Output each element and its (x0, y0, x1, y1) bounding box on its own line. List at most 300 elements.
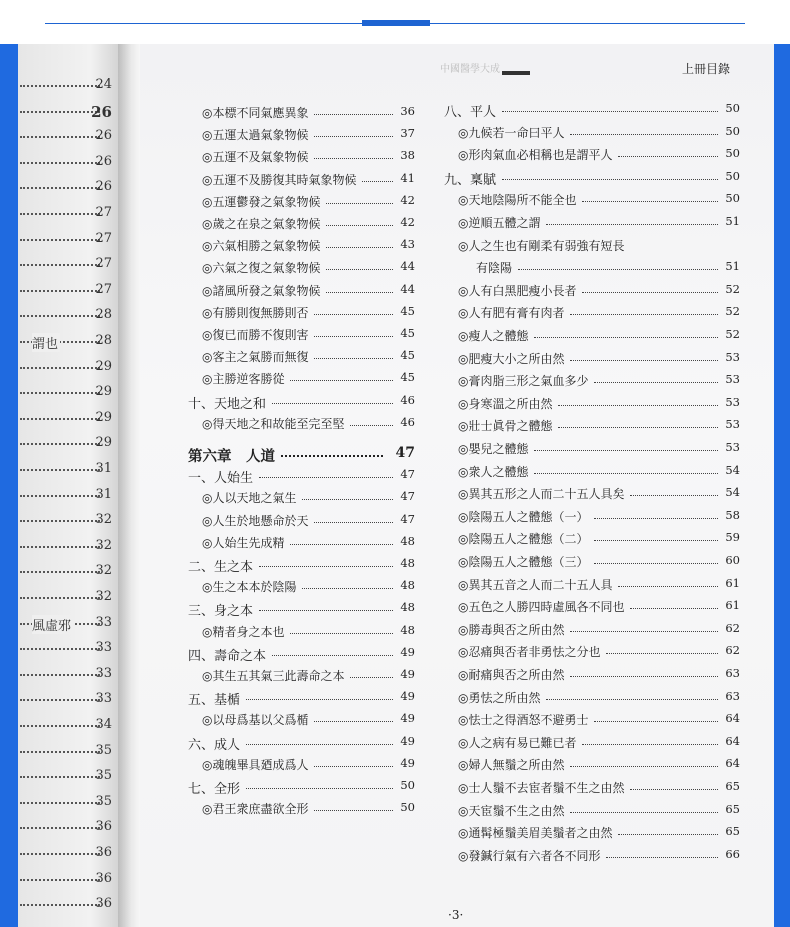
toc-entry[interactable] (458, 643, 740, 663)
left-page-row (18, 179, 122, 201)
toc-entry[interactable] (458, 440, 740, 460)
left-page-label: 謂也 (32, 333, 60, 352)
toc-entry[interactable] (458, 576, 740, 596)
toc-page-number: 47 (400, 467, 415, 482)
leader-dots (618, 156, 718, 157)
toc-page-number: 47 (400, 489, 415, 504)
left-page-number: 24 (95, 77, 112, 92)
leader-dots (259, 610, 393, 611)
toc-page-number: 54 (725, 462, 740, 477)
leader-dots (314, 314, 393, 315)
leader-dots (20, 392, 100, 394)
toc-section[interactable] (188, 556, 415, 576)
leader-dots (594, 540, 718, 541)
toc-label: ◎異其五形之人而二十五人具矣 (458, 487, 625, 502)
toc-page-number: 53 (725, 394, 740, 409)
leader-dots (570, 676, 718, 677)
toc-section[interactable] (444, 169, 740, 189)
leader-dots (20, 136, 100, 138)
toc-entry[interactable] (458, 847, 740, 867)
toc-label: ◎形肉氣血必相稱也是謂平人 (458, 148, 613, 163)
toc-page-number: 64 (725, 733, 740, 748)
left-page-row (18, 103, 122, 125)
leader-dots (570, 314, 718, 315)
leader-dots (606, 857, 718, 858)
left-page-number: 27 (95, 256, 112, 272)
toc-label: ◎勇怯之所由然 (458, 690, 541, 705)
leader-dots (314, 522, 393, 523)
left-page-row (18, 461, 122, 483)
toc-entry[interactable] (458, 485, 740, 505)
toc-entry[interactable] (458, 689, 740, 709)
toc-page-number: 65 (725, 779, 740, 793)
toc-entry[interactable] (458, 124, 740, 144)
toc-entry[interactable] (202, 800, 415, 820)
toc-entry[interactable] (202, 171, 415, 191)
leader-dots (326, 247, 393, 248)
leader-dots (362, 181, 393, 182)
left-page-row (18, 282, 122, 304)
leader-dots (570, 631, 718, 632)
toc-entry[interactable] (202, 534, 415, 554)
leader-dots (290, 380, 393, 381)
toc-section[interactable] (188, 645, 415, 665)
left-page-row (18, 615, 122, 637)
leader-dots (546, 224, 718, 225)
leader-dots (582, 744, 718, 745)
leader-dots (246, 699, 393, 700)
toc-page-number: 50 (725, 101, 740, 115)
toc-page-number: 63 (725, 666, 740, 680)
chapter-heading[interactable] (188, 445, 415, 465)
toc-section[interactable] (188, 778, 415, 798)
toc-entry[interactable] (202, 348, 415, 368)
leader-dots (20, 264, 100, 266)
toc-section[interactable] (188, 393, 415, 413)
toc-page-number: 61 (725, 575, 740, 590)
toc-entry[interactable] (202, 104, 415, 124)
left-page-row (18, 487, 122, 509)
left-page-number: 26 (95, 128, 112, 144)
left-page-row (18, 819, 122, 841)
toc-page-number: 42 (400, 215, 415, 229)
toc-label: ◎復已而勝不復則害 (202, 328, 309, 342)
toc-page-number: 50 (400, 778, 415, 792)
leader-dots (20, 597, 100, 599)
toc-entry[interactable] (202, 237, 415, 257)
leader-dots (20, 495, 100, 497)
left-page-number: 29 (95, 435, 112, 451)
toc-label: ◎六氣之復之氣象物候 (202, 261, 321, 276)
toc-page-number: 48 (400, 600, 415, 615)
leader-dots (534, 450, 718, 451)
leader-dots (546, 699, 718, 700)
toc-entry[interactable] (202, 148, 415, 168)
toc-entry[interactable] (458, 304, 740, 324)
left-page-number: 32 (95, 537, 112, 553)
toc-entry[interactable] (458, 417, 740, 437)
left-page-number: 31 (95, 461, 112, 476)
toc-page-number: 36 (400, 104, 415, 118)
toc-entry[interactable] (458, 756, 740, 776)
toc-entry[interactable] (202, 215, 415, 235)
leader-dots (20, 418, 100, 420)
left-page-number: 33 (95, 640, 112, 656)
toc-entry[interactable] (202, 578, 415, 598)
leader-dots (20, 674, 100, 676)
toc-label: ◎怯士之得酒怒不避勇士 (458, 713, 589, 728)
toc-label: 三、身之本 (188, 604, 254, 620)
toc-label: ◎膏肉脂三形之氣血多少 (458, 374, 589, 389)
leader-dots (20, 699, 100, 701)
toc-page-number: 64 (725, 711, 740, 726)
toc-label: ◎人以天地之氣生 (202, 491, 297, 506)
toc-page-number: 38 (400, 148, 415, 163)
leader-dots (259, 477, 393, 478)
left-page-row (18, 845, 122, 867)
leader-dots (502, 111, 718, 112)
toc-section[interactable] (444, 101, 740, 121)
toc-entry[interactable] (202, 512, 415, 532)
left-page-number: 31 (95, 486, 112, 502)
toc-page-number: 42 (400, 192, 415, 207)
toc-label: 八、平人 (444, 105, 497, 120)
toc-label: ◎忍痛與否者非勇怯之分也 (458, 645, 601, 660)
leader-dots (314, 136, 393, 137)
toc-page-number: 47 (395, 445, 415, 461)
toc-entry[interactable] (458, 327, 740, 347)
header-bar (502, 71, 530, 75)
toc-entry[interactable] (458, 146, 740, 166)
leader-dots (272, 655, 393, 656)
left-page-number: 26 (95, 153, 112, 169)
leader-dots (20, 85, 100, 87)
leader-dots (272, 403, 393, 404)
leader-dots (20, 853, 100, 855)
toc-entry[interactable] (202, 623, 415, 643)
left-page-row (18, 231, 122, 253)
toc-entry[interactable] (458, 214, 740, 234)
left-page-row (18, 307, 122, 329)
leader-dots (246, 788, 393, 789)
toc-label: ◎人始生先成精 (202, 535, 285, 550)
leader-dots (534, 337, 718, 338)
left-page-row (18, 333, 122, 355)
toc-entry[interactable] (458, 463, 740, 483)
leader-dots (594, 518, 718, 519)
toc-label: ◎瘦人之體態 (458, 329, 529, 343)
leader-dots (20, 213, 100, 215)
leader-dots (314, 358, 393, 359)
toc-label: ◎陰陽五人之體態（二） (458, 532, 589, 547)
toc-entry[interactable] (458, 553, 740, 573)
book-gutter (118, 44, 142, 927)
toc-section[interactable] (188, 734, 415, 754)
left-page-row (18, 359, 122, 381)
leader-dots (326, 269, 393, 270)
left-page-number: 29 (95, 409, 112, 425)
toc-label: ◎諸風所發之氣象物候 (202, 283, 321, 298)
toc-page-number: 50 (725, 191, 740, 206)
toc-entry[interactable] (458, 372, 740, 392)
toc-page-number: 44 (400, 281, 415, 296)
leader-dots (314, 336, 393, 337)
toc-page-number: 45 (400, 348, 415, 363)
left-page-number: 35 (95, 742, 112, 758)
toc-entry[interactable] (458, 621, 740, 641)
toc-label: ◎六氣相勝之氣象物候 (202, 239, 321, 254)
toc-label: 四、壽命之本 (188, 648, 267, 664)
leader-dots (314, 114, 393, 115)
leader-dots (314, 158, 393, 159)
leader-dots (350, 677, 393, 678)
leader-dots (314, 766, 393, 767)
toc-label: ◎肥瘦大小之所由然 (458, 351, 565, 366)
toc-page-number: 52 (725, 327, 740, 341)
leader-dots (558, 405, 718, 406)
toc-page-number: 47 (400, 511, 415, 526)
running-header-faint: 中國醫學大成 (440, 64, 500, 75)
leader-dots (20, 827, 100, 829)
left-page-number: 28 (95, 307, 112, 323)
toc-entry[interactable] (458, 395, 740, 415)
left-page-number: 28 (95, 333, 112, 348)
left-page-row (18, 743, 122, 765)
toc-entry[interactable] (202, 489, 415, 509)
toc-label: ◎耐痛與否之所由然 (458, 668, 565, 682)
toc-page-number: 48 (400, 622, 415, 637)
toc-label: ◎生之本本於陰陽 (202, 580, 297, 595)
toc-page-number: 50 (725, 146, 740, 161)
left-page-row (18, 691, 122, 713)
toc-entry[interactable] (202, 282, 415, 302)
toc-label: ◎身寒溫之所由然 (458, 396, 553, 411)
toc-entry[interactable] (202, 326, 415, 346)
toc-page-number: 45 (400, 303, 415, 318)
leader-dots (20, 367, 100, 369)
toc-page-number: 53 (725, 417, 740, 432)
toc-entry[interactable] (202, 756, 415, 776)
toc-entry[interactable] (458, 237, 740, 257)
toc-label: ◎五運太過氣象物候 (202, 128, 309, 143)
toc-page-number: 53 (725, 440, 740, 454)
toc-section[interactable] (188, 689, 415, 709)
toc-entry[interactable] (202, 415, 415, 435)
leader-dots (290, 544, 393, 545)
leader-dots (570, 134, 718, 135)
toc-entry[interactable] (458, 282, 740, 302)
toc-label: ◎客主之氣勝而無復 (202, 350, 309, 365)
toc-entry[interactable] (458, 711, 740, 731)
toc-label: ◎衆人之體態 (458, 464, 529, 479)
left-page-row (18, 435, 122, 457)
left-page-row (18, 128, 122, 150)
toc-entry[interactable] (202, 667, 415, 687)
toc-page-number: 63 (725, 688, 740, 703)
toc-label: ◎五運鬱發之氣象物候 (202, 194, 321, 209)
toc-page-number: 62 (725, 643, 740, 658)
left-page-number: 29 (95, 358, 112, 374)
toc-label: ◎五色之人勝四時虛風各不同也 (458, 600, 625, 615)
leader-dots (20, 776, 100, 778)
toc-page-number: 49 (400, 644, 415, 659)
toc-label: ◎天地陰陽所不能全也 (458, 193, 577, 208)
toc-entry[interactable] (202, 370, 415, 390)
left-page-number: 27 (95, 205, 112, 220)
toc-label: ◎九候若一命曰平人 (458, 125, 565, 140)
running-header-title: 上冊目錄 (681, 62, 730, 76)
leader-dots (20, 648, 100, 650)
left-page-number: 35 (95, 793, 112, 809)
left-page-number: 27 (95, 230, 112, 246)
toc-entry[interactable] (458, 508, 740, 528)
toc-label: ◎陰陽五人之體態（三） (458, 555, 589, 569)
leader-dots (502, 179, 718, 180)
leader-dots (594, 721, 718, 722)
leader-dots (20, 187, 100, 189)
toc-entry[interactable] (458, 802, 740, 822)
toc-entry[interactable] (202, 259, 415, 279)
toc-entry[interactable] (202, 126, 415, 146)
toc-page-number: 44 (400, 259, 415, 274)
toc-entry[interactable] (202, 193, 415, 213)
leader-dots (630, 495, 718, 496)
toc-page-number: 65 (725, 801, 740, 816)
toc-entry[interactable] (458, 779, 740, 799)
leader-dots (558, 427, 718, 428)
toc-page-number: 48 (400, 578, 415, 593)
toc-page-number: 45 (400, 370, 415, 385)
leader-dots (326, 292, 393, 293)
toc-page-number: 48 (400, 533, 415, 548)
toc-label: ◎以母爲基以父爲楯 (202, 713, 309, 728)
toc-label: 一、人始生 (188, 471, 254, 487)
toc-label: ◎人有白黑肥瘦小長者 (458, 283, 577, 298)
toc-entry[interactable] (202, 304, 415, 324)
toc-label: ◎婦人無鬚之所由然 (458, 758, 565, 773)
top-frame (0, 0, 790, 44)
toc-label: ◎人之生也有剛柔有弱強有短長 (458, 238, 625, 253)
left-page-row (18, 640, 122, 662)
toc-entry[interactable] (458, 191, 740, 211)
toc-label: 十、天地之和 (188, 396, 267, 412)
toc-page-number: 49 (400, 755, 415, 770)
left-page-row (18, 717, 122, 739)
toc-page-number: 49 (400, 689, 415, 704)
leader-dots (326, 225, 393, 226)
toc-entry[interactable] (458, 824, 740, 844)
leader-dots (518, 269, 718, 270)
toc-entry[interactable] (458, 666, 740, 686)
toc-page-number: 43 (400, 237, 415, 252)
toc-page-number: 54 (725, 485, 740, 500)
toc-label: ◎人之病有易已難已者 (458, 735, 577, 750)
toc-page-number: 61 (725, 598, 740, 613)
toc-page-number: 60 (725, 553, 740, 567)
leader-dots (570, 360, 718, 361)
toc-label: 二、生之本 (188, 560, 254, 575)
toc-label: ◎歲之在泉之氣象物候 (202, 217, 321, 231)
leader-dots (20, 904, 100, 906)
toc-entry[interactable] (458, 598, 740, 618)
toc-section[interactable] (188, 467, 415, 487)
leader-dots (20, 546, 100, 548)
toc-page-number: 51 (725, 214, 740, 228)
toc-entry[interactable] (476, 259, 740, 279)
left-page-number: 29 (95, 384, 112, 400)
left-page-number: 33 (95, 614, 112, 630)
toc-label: ◎勝毒與否之所由然 (458, 622, 565, 637)
toc-label: ◎其生五其氣三此壽命之本 (202, 669, 345, 683)
leader-dots (20, 290, 100, 292)
toc-label: ◎天宦鬚不生之由然 (458, 803, 565, 818)
toc-label: ◎魂魄畢具廼成爲人 (202, 757, 309, 772)
leader-dots (20, 571, 100, 573)
leader-dots (314, 721, 393, 722)
toc-entry[interactable] (458, 734, 740, 754)
leader-dots (582, 201, 718, 202)
left-page-label: 風虛邪 (32, 615, 73, 634)
left-page-number: 32 (95, 512, 112, 528)
frame-right (774, 44, 790, 927)
leader-dots (20, 802, 100, 804)
toc-page-number: 49 (400, 711, 415, 726)
left-page-number: 33 (95, 691, 112, 707)
toc-page-number: 52 (725, 304, 740, 319)
leader-dots (20, 162, 100, 164)
leader-dots (326, 203, 393, 204)
left-page-row (18, 589, 122, 611)
leader-dots (314, 810, 393, 811)
toc-page-number: 66 (725, 846, 740, 861)
leader-dots (20, 725, 100, 727)
toc-entry[interactable] (458, 530, 740, 550)
left-page (18, 44, 122, 927)
left-page-row (18, 410, 122, 432)
leader-dots (594, 563, 718, 564)
toc-label: ◎通髯極鬚美眉美鬚者之由然 (458, 826, 613, 841)
toc-page-number: 50 (725, 123, 740, 138)
leader-dots (350, 425, 393, 426)
toc-label: ◎精者身之本也 (202, 624, 285, 639)
leader-dots (20, 443, 100, 445)
toc-label: ◎嬰兒之體態 (458, 442, 529, 456)
toc-label: ◎逆順五體之謂 (458, 216, 541, 230)
leader-dots (20, 751, 100, 753)
left-page-row (18, 871, 122, 893)
toc-label: 九、稟賦 (444, 172, 497, 188)
toc-page-number: 51 (725, 259, 740, 274)
toc-entry[interactable] (202, 711, 415, 731)
toc-page-number: 53 (725, 372, 740, 387)
toc-page-number: 46 (400, 414, 415, 429)
leader-dots (570, 766, 718, 767)
leader-dots (534, 473, 718, 474)
toc-label: ◎五運不及勝復其時氣象物候 (202, 172, 357, 187)
left-page-row (18, 384, 122, 406)
leader-dots (302, 588, 393, 589)
toc-section[interactable] (188, 600, 415, 620)
left-page-row (18, 896, 122, 918)
left-page-number: 26 (95, 179, 112, 195)
left-page-number: 26 (91, 102, 112, 121)
toc-label: 七、全形 (188, 782, 241, 797)
toc-page-number: 53 (725, 349, 740, 364)
leader-dots (259, 566, 393, 567)
toc-page-number: 58 (725, 507, 740, 522)
toc-page-number: 50 (400, 800, 415, 815)
toc-entry[interactable] (458, 350, 740, 370)
